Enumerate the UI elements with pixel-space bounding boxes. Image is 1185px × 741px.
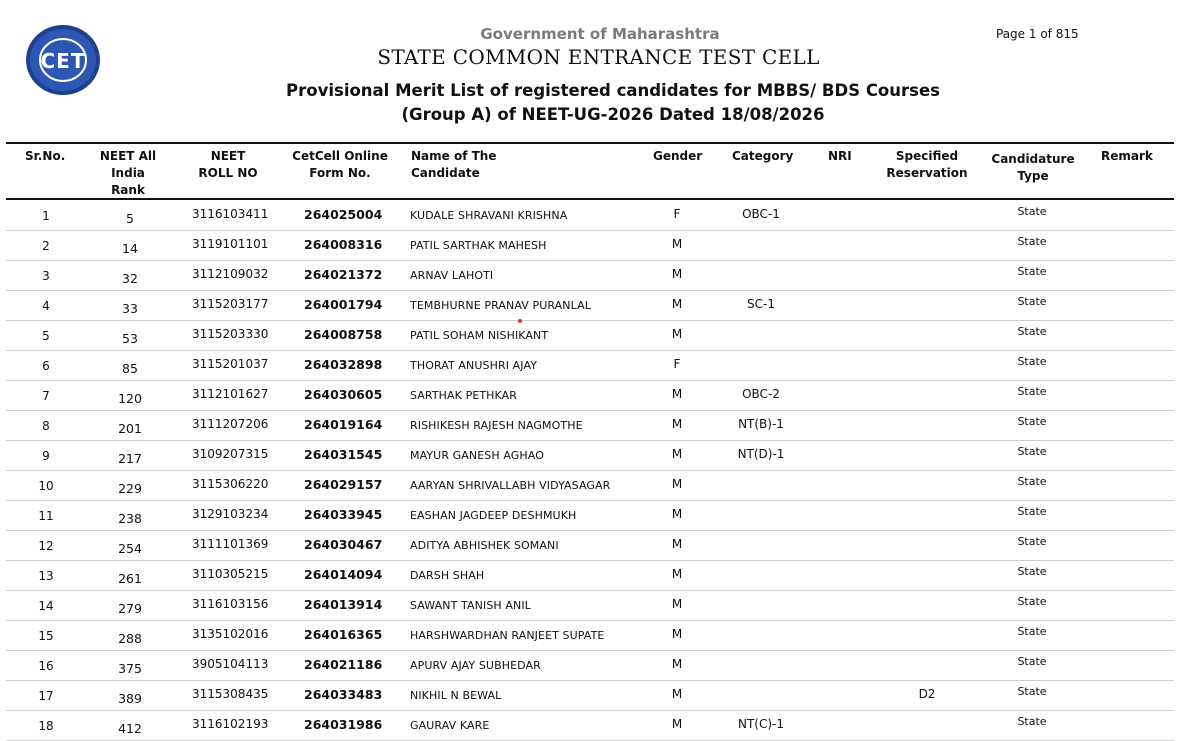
row-candidate-name: AARYAN SHRIVALLABH VIDYASAGAR [410, 479, 611, 492]
row-rank: 32 [122, 271, 138, 286]
row-sr-no: 2 [42, 239, 50, 253]
col-header-sr-no: Sr.No. [25, 149, 66, 163]
row-rank: 217 [118, 451, 142, 466]
row-candidature-type: State [1017, 715, 1047, 728]
row-form-no: 264030605 [304, 387, 383, 402]
row-candidature-type: State [1017, 565, 1047, 578]
row-gender: M [671, 507, 683, 521]
table-row [6, 590, 1174, 621]
row-sr-no: 13 [38, 569, 54, 583]
row-candidate-name: PATIL SARTHAK MAHESH [410, 239, 547, 252]
row-rank: 288 [118, 631, 142, 646]
row-rank: 279 [118, 601, 142, 616]
row-sr-no: 7 [42, 389, 50, 403]
row-candidate-name: RISHIKESH RAJESH NAGMOTHE [410, 419, 583, 432]
row-candidature-type: State [1017, 595, 1047, 608]
row-rank: 229 [118, 481, 142, 496]
row-category: NT(B)-1 [738, 417, 784, 431]
row-gender: F [673, 207, 681, 221]
table-row [6, 200, 1174, 231]
row-sr-no: 14 [38, 599, 54, 613]
row-candidature-type: State [1017, 655, 1047, 668]
page-indicator: Page 1 of 815 [996, 27, 1079, 41]
row-candidate-name: TEMBHURNE PRANAV PURANLAL [410, 299, 591, 312]
row-candidate-name: NIKHIL N BEWAL [410, 689, 502, 702]
row-candidate-name: DARSH SHAH [410, 569, 485, 582]
red-dot-mark [518, 319, 522, 323]
row-gender: M [671, 597, 683, 611]
row-roll-no: 3115201037 [192, 357, 269, 371]
row-sr-no: 15 [38, 629, 54, 643]
row-rank: 254 [118, 541, 142, 556]
col-header-name: Name of The Candidate [411, 149, 497, 180]
col-header-specified-reservation: Specified Reservation [886, 149, 968, 180]
row-rank: 375 [118, 661, 142, 676]
row-gender: M [671, 567, 683, 581]
row-rank: 85 [122, 361, 138, 376]
row-candidate-name: SAWANT TANISH ANIL [410, 599, 531, 612]
row-category: NT(C)-1 [737, 717, 784, 731]
row-sr-no: 8 [42, 419, 50, 433]
row-roll-no: 3115308435 [192, 687, 269, 701]
table-row [6, 320, 1174, 351]
row-roll-no: 3115306220 [192, 477, 269, 491]
row-roll-no: 3119101101 [192, 237, 269, 251]
row-form-no: 264025004 [304, 207, 383, 222]
row-roll-no: 3129103234 [192, 507, 269, 521]
row-candidature-type: State [1017, 445, 1047, 458]
row-roll-no: 3115203330 [192, 327, 269, 341]
row-category: OBC-2 [742, 387, 780, 401]
row-gender: M [671, 687, 683, 701]
row-gender: M [671, 237, 683, 251]
table-row [6, 260, 1174, 291]
row-rank: 201 [118, 421, 142, 436]
col-header-form-no: CetCell Online Form No. [292, 149, 388, 180]
row-roll-no: 3109207315 [192, 447, 269, 461]
row-sr-no: 1 [42, 209, 50, 223]
row-candidature-type: State [1017, 685, 1047, 698]
row-sr-no: 6 [42, 359, 50, 373]
row-candidate-name: ARNAV LAHOTI [410, 269, 494, 282]
row-gender: M [671, 537, 683, 551]
col-header-remark: Remark [1101, 149, 1153, 163]
table-row [6, 530, 1174, 561]
row-specified-reservation: D2 [918, 687, 936, 701]
row-candidature-type: State [1017, 295, 1047, 308]
row-rank: 261 [118, 571, 142, 586]
table-row [6, 350, 1174, 381]
row-rank: 14 [122, 241, 138, 256]
row-form-no: 264033483 [304, 687, 383, 702]
table-row [6, 710, 1174, 741]
table-row [6, 410, 1174, 441]
row-roll-no: 3112109032 [192, 267, 269, 281]
row-rank: 389 [118, 691, 142, 706]
row-category: NT(D)-1 [737, 447, 785, 461]
row-sr-no: 4 [42, 299, 50, 313]
row-sr-no: 18 [38, 719, 54, 733]
row-gender: M [671, 477, 683, 491]
row-candidate-name: THORAT ANUSHRI AJAY [410, 359, 538, 372]
row-candidate-name: MAYUR GANESH AGHAO [410, 449, 544, 462]
logo-text: CET [40, 49, 86, 73]
row-form-no: 264021186 [304, 657, 383, 672]
table-row [6, 470, 1174, 501]
row-gender: M [671, 717, 683, 731]
row-form-no: 264016365 [304, 627, 383, 642]
row-rank: 5 [126, 211, 134, 226]
row-candidature-type: State [1017, 355, 1047, 368]
row-gender: M [671, 267, 683, 281]
row-sr-no: 17 [38, 689, 54, 703]
table-row [6, 560, 1174, 591]
row-form-no: 264008316 [304, 237, 383, 252]
row-candidate-name: PATIL SOHAM NISHIKANT [410, 329, 549, 342]
row-candidate-name: GAURAV KARE [410, 719, 490, 732]
table-row [6, 440, 1174, 471]
row-form-no: 264031545 [304, 447, 383, 462]
document-subtitle-line2: (Group A) of NEET-UG-2026 Dated 18/08/2026 [401, 105, 825, 124]
row-candidate-name: KUDALE SHRAVANI KRISHNA [410, 209, 568, 222]
row-candidate-name: ADITYA ABHISHEK SOMANI [410, 539, 559, 552]
row-sr-no: 5 [42, 329, 50, 343]
row-candidate-name: HARSHWARDHAN RANJEET SUPATE [410, 629, 605, 642]
table-row [6, 380, 1174, 411]
row-category: OBC-1 [742, 207, 780, 221]
row-roll-no: 3115203177 [192, 297, 269, 311]
col-header-gender: Gender [653, 149, 703, 163]
row-form-no: 264019164 [304, 417, 383, 432]
col-header-category: Category [732, 149, 794, 163]
row-sr-no: 11 [38, 509, 54, 523]
row-form-no: 264031986 [304, 717, 383, 732]
col-header-roll-no: NEET ROLL NO [198, 149, 258, 180]
row-candidature-type: State [1017, 235, 1047, 248]
row-roll-no: 3116103156 [192, 597, 269, 611]
col-header-rank: NEET All India Rank [99, 149, 157, 197]
col-header-nri: NRI [828, 149, 852, 163]
table-row [6, 230, 1174, 261]
row-candidature-type: State [1017, 505, 1047, 518]
row-roll-no: 3111101369 [192, 537, 269, 551]
row-rank: 120 [118, 391, 142, 406]
row-rank: 53 [122, 331, 138, 346]
row-candidature-type: State [1017, 265, 1047, 278]
row-rank: 412 [118, 721, 142, 736]
row-candidature-type: State [1017, 535, 1047, 548]
row-candidature-type: State [1017, 205, 1047, 218]
table-row [6, 620, 1174, 651]
row-candidate-name: EASHAN JAGDEEP DESHMUKH [410, 509, 577, 522]
table-row [6, 500, 1174, 531]
row-gender: M [671, 417, 683, 431]
row-form-no: 264021372 [304, 267, 383, 282]
cell-title: STATE COMMON ENTRANCE TEST CELL [377, 45, 820, 69]
document-subtitle-line1: Provisional Merit List of registered candidates for MBBS/ BDS Courses [286, 81, 940, 100]
row-sr-no: 9 [42, 449, 50, 463]
row-roll-no: 3112101627 [192, 387, 269, 401]
table-row [6, 650, 1174, 681]
row-sr-no: 12 [38, 539, 54, 553]
col-header-candidature-type: Candidature Type [991, 152, 1075, 183]
row-form-no: 264013914 [304, 597, 383, 612]
row-form-no: 264029157 [304, 477, 383, 492]
row-roll-no: 3116103411 [192, 207, 269, 221]
row-gender: M [671, 657, 683, 671]
row-roll-no: 3111207206 [192, 417, 269, 431]
row-form-no: 264032898 [304, 357, 383, 372]
row-category: SC-1 [747, 297, 775, 311]
row-rank: 33 [122, 301, 138, 316]
row-form-no: 264033945 [304, 507, 383, 522]
table-row [6, 680, 1174, 711]
row-sr-no: 16 [38, 659, 54, 673]
row-candidature-type: State [1017, 385, 1047, 398]
row-gender: F [673, 357, 681, 371]
header-top-rule [6, 142, 1174, 144]
row-form-no: 264014094 [304, 567, 383, 582]
row-gender: M [671, 387, 683, 401]
row-rank: 238 [118, 511, 142, 526]
row-sr-no: 10 [38, 479, 54, 493]
government-name: Government of Maharashtra [480, 25, 720, 43]
table-row [6, 290, 1174, 321]
row-form-no: 264001794 [304, 297, 383, 312]
row-gender: M [671, 297, 683, 311]
row-candidate-name: APURV AJAY SUBHEDAR [410, 659, 541, 672]
row-gender: M [671, 447, 683, 461]
row-candidature-type: State [1017, 415, 1047, 428]
row-roll-no: 3116102193 [192, 717, 269, 731]
row-form-no: 264030467 [304, 537, 383, 552]
row-sr-no: 3 [42, 269, 50, 283]
row-roll-no: 3905104113 [192, 657, 269, 671]
row-roll-no: 3110305215 [192, 567, 269, 581]
row-gender: M [671, 327, 683, 341]
row-form-no: 264008758 [304, 327, 383, 342]
row-candidature-type: State [1017, 325, 1047, 338]
row-roll-no: 3135102016 [192, 627, 269, 641]
row-gender: M [671, 627, 683, 641]
row-candidate-name: SARTHAK PETHKAR [410, 389, 518, 402]
row-candidature-type: State [1017, 475, 1047, 488]
row-candidature-type: State [1017, 625, 1047, 638]
